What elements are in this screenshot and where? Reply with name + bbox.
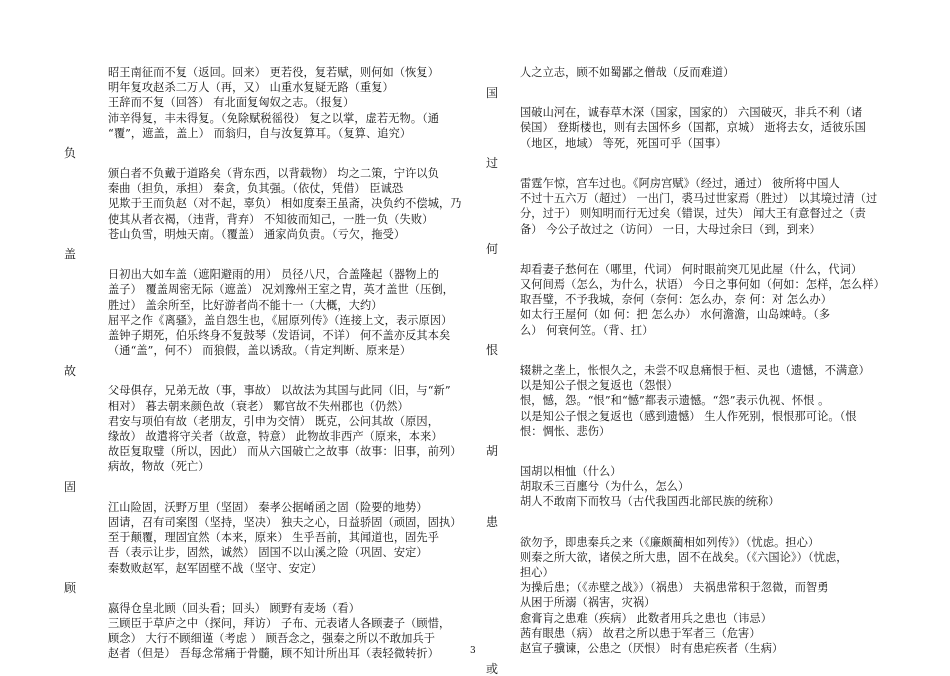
headword-right-6: 患: [486, 514, 499, 529]
text-line: 国胡以相恤（什么）: [520, 465, 622, 478]
text-line: 从困于所溺（祸害，灾祸）: [520, 596, 656, 610]
text-line: 如太行王屋何（如 何：把 怎么办） 水何澹澹，山岛竦峙。（多: [520, 308, 831, 322]
text-line: 相对） 暮去朝来颜色故（衰老） 鄹官故不失州郡也（仍然）: [108, 399, 409, 413]
text-line: 胡取禾三百廛兮（为什么，怎么）: [520, 480, 690, 494]
text-line: 么） 何衰何笠。（背、扛）: [520, 323, 654, 337]
text-line: 恨，憾，怨。“恨”和“憾”都表示遗憾。“怨”表示仇视、怀恨 。: [520, 394, 830, 408]
text-line: 江山险固，沃野万里（坚固） 秦孝公据崤函之固（险要的地势）: [108, 500, 428, 514]
text-line: 辍耕之垄上，怅恨久之，未尝不叹息痛恨于桓、灵也（遗憾，不满意）: [520, 363, 870, 377]
text-line: 恨：惆怅、悲伤）: [520, 424, 611, 438]
text-line: 茜有眼患（病） 故君之所以患于军者三（危害）: [520, 626, 761, 640]
headword-left-5: 顾: [64, 581, 77, 596]
text-line: 三顾臣于草庐之中（探问，拜访） 子布、元表诸人各顾妻子（顾惜，: [108, 617, 451, 630]
text-line: 君安与项伯有故（老朋友，引申为交情） 既克，公问其故（原因，: [108, 414, 439, 428]
headword-left-2: 盖: [64, 247, 77, 262]
headword-left-1: 负: [64, 146, 77, 161]
text-line: 为操后患；（《赤壁之战》）（祸患） 夫祸患常积于忽微，而智勇: [520, 581, 829, 595]
text-line: 以是知公子恨之复返也（怨恨）: [520, 379, 679, 393]
text-line: 则秦之所大欲，诸侯之所大患，固不在战矣。（《六国论》）（忧虑，: [520, 550, 848, 564]
text-line: 赵者（但是） 吾每念常痛于骨髓，顾不知计所出耳（表轻微转折）: [108, 647, 439, 661]
headword-right-4: 恨: [486, 343, 499, 358]
text-line: 至于颠覆，理固宜然（本来，原来） 生乎吾前，其闻道也，固先乎: [108, 531, 439, 545]
text-line: 沛辛得复，丰未得复。（免除赋税徭役） 复之以掌，虚若无物。（通: [108, 111, 440, 125]
text-line: 胡人不敢南下而牧马（古代我国西北部民族的统称）: [520, 495, 780, 509]
text-line: 缘故） 故遣将守关者（故意，特意） 此物故非西产（原来，本来）: [108, 430, 443, 444]
text-line: 盖钟子期死，伯乐终身不复鼓琴（发语词，不详） 何不盖亦反其本矣: [108, 328, 451, 342]
headword-right-5: 胡: [486, 444, 499, 459]
text-line: 欲勿予，即患秦兵之来（《廉颇蔺相如列传》）（忧虑。担心）: [520, 535, 820, 549]
text-line: 人之立志，顾不如蜀鄙之僧哉（反而难道）: [520, 66, 735, 79]
text-line: 日初出大如车盖（遮阳避雨的用） 员径八尺，合盖隆起（器物上的: [108, 268, 439, 282]
text-line: 又何间焉（怎么，为什么，状语） 今日之事何如（何如：怎样，怎么样）: [520, 278, 885, 292]
text-line: 分，过于） 则知明而行无过矣（错误，过失） 闻大王有意督过之（责: [520, 207, 866, 221]
text-line: 吾（表示让步，固然，诚然） 固国不以山溪之险（巩固、安定）: [108, 546, 428, 560]
headword-right-7: 或: [486, 661, 499, 676]
headword-left-3: 故: [64, 363, 77, 378]
text-line: （地区，地域） 等死，死国可乎（国事）: [520, 136, 727, 150]
text-line: 故臣复取璧（所以，因此） 而从六国破亡之故事（故事：旧事，前列）: [108, 445, 462, 459]
text-line: 明年复攻赵杀二万人（再，又） 山重水复疑无路（重复）: [108, 81, 394, 95]
text-line: 侯国） 登斯楼也，则有去国怀乡（国都，京城） 逝将去女，适彼乐国: [520, 121, 866, 135]
text-line: 不过十五六万（超过） 一出门，裘马过世家焉（胜过） 以其境过清（过: [520, 192, 878, 206]
text-line: 苍山负雪，明烛天南。（覆盖） 通家尚负责。（亏欠，拖受）: [108, 227, 406, 241]
text-line: 愈膏肓之患难（疾病） 此数者用兵之患也（讳忌）: [520, 611, 772, 625]
text-line: （通“盖”，何不） 而狼假，盖以诱敌。（肯定判断、原来是）: [108, 344, 412, 358]
text-line: 嬴得仓皇北顾（回头看；回头） 顾野有麦场（看）: [108, 601, 360, 615]
headword-right-1: 国: [486, 85, 499, 100]
text-line: 王辞而不复（回答） 有北面复匈奴之志。（报复）: [108, 96, 355, 110]
text-line: 父母俱存，兄弟无故（事，事故） 以故法为其国与此同（旧，与“新”: [108, 384, 451, 398]
headword-right-2: 过: [486, 156, 499, 171]
text-line: 秦曲（担负，承担） 秦贪，负其强。（依仗，凭借） 臣诚恐: [108, 182, 404, 196]
text-line: 胜过） 盖余所至，比好游者尚不能十一（大概，大约）: [108, 298, 383, 312]
headword-left-4: 固: [64, 479, 77, 494]
text-line: 取吾璧，不予我城，奈何（奈何：怎么办，奈 何：对 怎么办）: [520, 293, 833, 307]
text-line: 顾念） 大行不顾细谨（考虑 ） 顾吾念之，强秦之所以不敢加兵于: [108, 632, 436, 646]
text-line: 使其从者衣褐，（违背，背弃） 不知彼而知己，一胜一负（失败）: [108, 212, 434, 226]
text-line: 雷霆乍惊，宫车过也。《阿房宫赋》（经过，通过） 彼所将中国人: [520, 176, 840, 190]
text-line: 昭王南征而不复（返回。回来） 更若役，复若赋，则何如（恢复）: [108, 66, 439, 79]
text-line: 盖子） 覆盖周密无际（遮盖） 况刘豫州王室之胄，英才盖世（压倒，: [108, 283, 454, 297]
text-line: 见欺于王而负赵（对不起，辜负） 相如度秦王虽斋，决负约不偿城，乃: [108, 197, 462, 211]
text-line: 国破山河在，诚春草木深（国家，国家的） 六国破灭，非兵不利（诸: [520, 106, 863, 120]
text-line: “覆”，遮盖，盖上） 而翁归，自与汝复算耳。（复算、追究）: [108, 126, 412, 140]
text-line: 颁白者不负戴于道路矣（背东西，以背载物） 均之二策，宁许以负: [108, 167, 439, 181]
text-line: 备） 今公子故过之（访问） 一日，大母过余曰（到，到来）: [520, 222, 821, 236]
text-line: 病故，物故（死亡）: [108, 460, 210, 474]
text-line: 担心）: [520, 566, 554, 580]
text-line: 屈平之作《离骚》，盖自怨生也，《屈原列传》（连接上文，表示原因）: [108, 313, 453, 327]
text-line: 以是知公子恨之复返也（感到遗憾） 生人作死别，恨恨那可论。（恨: [520, 409, 857, 423]
headword-right-3: 何: [486, 242, 499, 257]
page-number: 3: [470, 646, 476, 656]
text-line: 固请，召有司案图（坚持，坚决） 独夫之心，日益骄固（顽固，固执）: [108, 515, 462, 529]
text-line: 赵宣子骥谏，公患之（厌恨） 时有患疟疾者（生病）: [520, 642, 784, 656]
text-line: 秦数败赵军，赵军固壁不战（坚守、安定）: [108, 561, 323, 575]
text-line: 却看妻子愁何在（哪里，代词） 何时眼前突兀见此屋（什么，代词）: [520, 262, 863, 276]
